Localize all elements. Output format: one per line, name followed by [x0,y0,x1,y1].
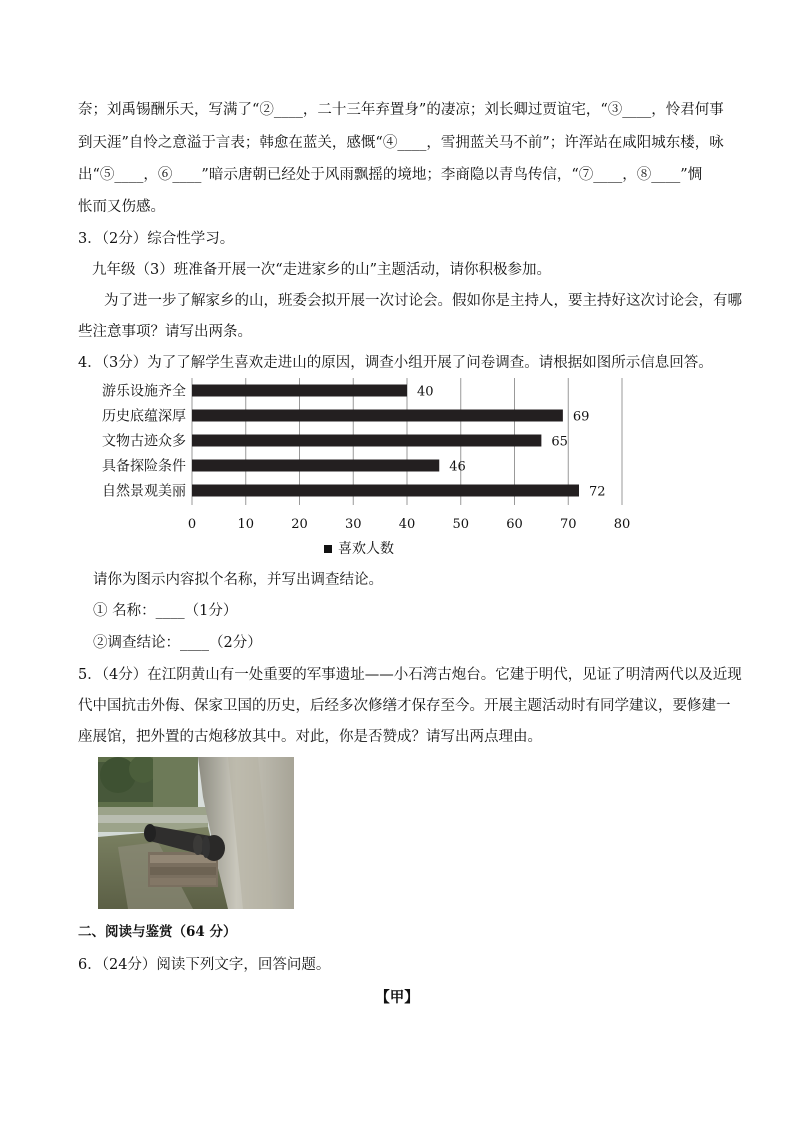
question-3-task-line-1: 为了进一步了解家乡的山，班委会拟开展一次讨论会。假如你是主持人，要主持好这次讨论会，有哪 [104,293,742,309]
value-label: 65 [551,434,568,450]
legend-label: 喜欢人数 [338,541,394,557]
tick-label: 80 [613,517,631,532]
category-label: 自然景观美丽 [102,483,186,500]
bar [192,385,407,397]
tick-label: 10 [237,517,255,532]
bar-chart [90,372,650,562]
bar [192,460,439,472]
bar [192,485,579,497]
category-label: 历史底蕴深厚 [102,408,186,425]
question-3-intro: 九年级（3）班准备开展一次“走进家乡的山”主题活动，请你积极参加。 [92,262,552,278]
value-label: 40 [417,384,434,400]
text-line-1: 奈；刘禹锡酬乐天，写满了“②____，二十三年弃置身”的凄凉；刘长卿过贾谊宅，“③____，怜君何事 [78,102,724,118]
value-label: 72 [589,484,606,500]
tick-label: 30 [344,517,362,532]
cannon-photo [98,757,294,909]
question-3-task-line-2: 些注意事项？请写出两条。 [78,324,252,340]
question-6-header: 6．（24分）阅读下列文字，回答问题。 [78,957,331,973]
text-line-4: 怅而又伤感。 [78,199,165,215]
category-label: 具备探险条件 [102,458,186,475]
value-label: 69 [572,409,590,425]
tick-label: 40 [398,517,416,532]
tick-label: 70 [559,517,577,532]
tick-label: 60 [506,517,523,532]
tick-label: 50 [452,517,470,532]
text-line-2: 到天涯”自怜之意溢于言表；韩愈在蓝关，感慨“④____，雪拥蓝关马不前”；许浑站在咸阳城东楼，咏 [78,135,724,151]
tick-label: 0 [187,517,197,532]
section-2-heading: 二、阅读与鉴赏（64 分） [78,924,237,940]
question-4-answer-conclusion: ②调查结论：____（2分） [93,635,262,651]
tick-label: 20 [291,517,308,532]
bar [192,435,541,447]
question-5-line-1: 5．（4分）在江阴黄山有一处重要的军事遗址——小石湾古炮台。它建于明代，见证了明清两代以及近现 [78,667,742,683]
question-5-line-3: 座展馆，把外置的古炮移放其中。对此，你是否赞成？请写出两点理由。 [78,729,542,745]
bar [192,410,563,422]
category-label: 文物古迹众多 [102,433,186,450]
value-label: 46 [449,459,466,475]
question-4-prompt: 请你为图示内容拟个名称，并写出调查结论。 [93,572,383,588]
question-5-line-2: 代中国抗击外侮、保家卫国的历史，后经多次修缮才保存至今。开展主题活动时有同学建议，要修建一 [78,698,731,714]
question-4-header: 4．（3分）为了了解学生喜欢走进山的原因，调查小组开展了问卷调查。请根据如图所示信息回答。 [78,355,713,371]
category-label: 游乐设施齐全 [102,383,186,400]
question-3-header: 3．（2分）综合性学习。 [78,231,235,247]
question-4-answer-name: ① 名称：____（1分） [93,603,238,619]
legend-swatch [324,545,332,553]
text-line-3: 出“⑤____，⑥____”暗示唐朝已经处于风雨飘摇的境地；李商隐以青鸟传信，“⑦____，⑧____”惆 [78,167,703,183]
passage-jia-label: 【甲】 [375,989,419,1006]
